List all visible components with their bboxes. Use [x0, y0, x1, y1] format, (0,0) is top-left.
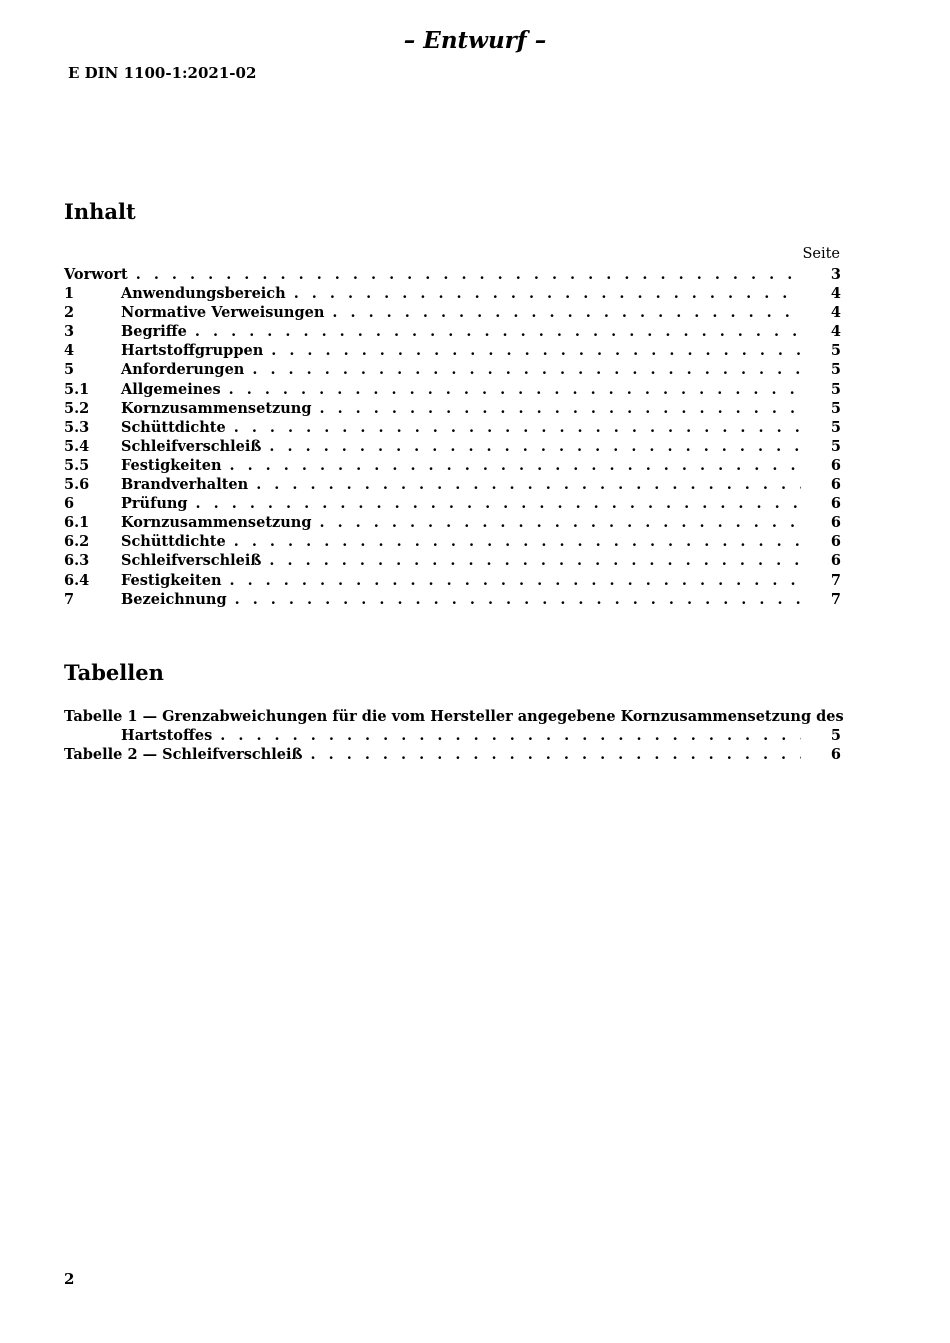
leader-dots [294, 284, 801, 303]
table-of-contents [64, 265, 841, 609]
toc-entry-title: Schüttdichte [121, 533, 226, 551]
toc-entry-page: 3 [830, 266, 841, 283]
toc-entry[interactable] [64, 418, 841, 437]
leader-dots [271, 341, 801, 360]
document-id: E DIN 1100-1:2021-02 [68, 64, 257, 82]
toc-entry-page: 6 [830, 456, 841, 474]
table-entry-title: Tabelle 2 — Schleifverschleiß [64, 746, 303, 764]
leader-dots [234, 532, 801, 551]
leader-dots [252, 360, 801, 379]
leader-dots [269, 551, 801, 570]
toc-entry-number: 1 [64, 285, 75, 303]
toc-entry-page: 5 [830, 399, 841, 417]
leader-dots [269, 437, 801, 456]
draft-label: – Entwurf – [403, 27, 547, 54]
toc-entry[interactable] [64, 437, 841, 456]
toc-entry-number: 6.2 [64, 533, 90, 551]
toc-entry-title: Festigkeiten [121, 571, 222, 589]
toc-entry-title: Hartstoffgruppen [121, 342, 264, 360]
toc-entry-number: 5 [64, 361, 75, 379]
toc-entry[interactable] [64, 341, 841, 360]
leader-dots [235, 590, 801, 609]
toc-entry-number: 5.5 [64, 456, 90, 474]
toc-entry-number: 7 [64, 590, 75, 608]
toc-entry-number: 5.6 [64, 476, 90, 494]
toc-entry-title: Kornzusammensetzung [121, 399, 312, 417]
toc-entry-page: 4 [830, 304, 841, 322]
toc-entry-page: 6 [830, 476, 841, 494]
toc-entry-title: Anforderungen [121, 361, 245, 379]
leader-dots [311, 745, 801, 764]
toc-entry-number: 5.4 [64, 437, 90, 455]
table-entry-title: Tabelle 1 — Grenzabweichungen für die vom Hersteller angegebene Kornzusammensetzung des [64, 708, 844, 725]
toc-entry-page: 4 [830, 323, 841, 341]
toc-entry-title: Anwendungsbereich [121, 285, 286, 303]
toc-entry[interactable] [64, 399, 841, 418]
toc-entry-page: 6 [830, 533, 841, 551]
table-entry-title-cont: Hartstoffes [121, 727, 213, 745]
contents-heading: Inhalt [64, 199, 136, 224]
leader-dots [229, 380, 801, 399]
toc-entry-number: 5.3 [64, 418, 90, 436]
toc-entry-title: Vorwort [64, 266, 128, 283]
leader-dots [220, 726, 801, 745]
toc-entry[interactable] [64, 322, 841, 341]
tables-heading: Tabellen [64, 660, 164, 685]
toc-entry-title: Brandverhalten [121, 476, 249, 494]
list-of-tables [64, 707, 844, 764]
toc-entry-page: 5 [830, 342, 841, 360]
toc-entry[interactable] [64, 513, 841, 532]
toc-entry-page: 7 [830, 590, 841, 608]
toc-entry-title: Schleifverschleiß [121, 437, 262, 455]
toc-entry-number: 2 [64, 304, 75, 322]
table-entry-continuation [64, 726, 841, 745]
leader-dots [229, 571, 800, 590]
toc-entry[interactable] [64, 532, 841, 551]
toc-entry-title: Festigkeiten [121, 456, 222, 474]
leader-dots [234, 418, 801, 437]
leader-dots [319, 399, 800, 418]
table-entry-2[interactable] [64, 745, 841, 764]
toc-entry-number: 5.2 [64, 399, 90, 417]
table-entry-page: 6 [830, 746, 841, 764]
toc-entry[interactable] [64, 360, 841, 379]
leader-dots [229, 456, 800, 475]
table-entry-1[interactable] [64, 707, 844, 745]
toc-entry-number: 5.1 [64, 380, 90, 398]
toc-entry-title: Schüttdichte [121, 418, 226, 436]
toc-entry-title: Allgemeines [121, 380, 221, 398]
toc-entry-page: 5 [830, 437, 841, 455]
toc-entry-title: Schleifverschleiß [121, 552, 262, 570]
toc-entry[interactable] [64, 380, 841, 399]
leader-dots [332, 303, 801, 322]
toc-entry[interactable] [64, 303, 841, 322]
toc-entry[interactable] [64, 475, 841, 494]
toc-entry-number: 6 [64, 495, 75, 513]
toc-entry-title: Normative Verweisungen [121, 304, 325, 322]
toc-entry[interactable] [64, 494, 841, 513]
toc-entry-title: Begriffe [121, 323, 187, 341]
toc-entry-page: 5 [830, 418, 841, 436]
toc-entry-vorwort[interactable] [64, 265, 841, 284]
toc-entry[interactable] [64, 551, 841, 570]
toc-entry[interactable] [64, 284, 841, 303]
page-number: 2 [64, 1270, 75, 1288]
toc-entry-page: 6 [830, 514, 841, 532]
toc-entry-number: 6.3 [64, 552, 90, 570]
toc-entry-page: 6 [830, 495, 841, 513]
toc-entry-number: 3 [64, 323, 75, 341]
toc-entry-page: 5 [830, 380, 841, 398]
toc-entry-title: Kornzusammensetzung [121, 514, 312, 532]
toc-entry[interactable] [64, 571, 841, 590]
leader-dots [136, 265, 801, 284]
page-column-label: Seite [802, 246, 840, 262]
toc-entry-title: Bezeichnung [121, 590, 227, 608]
table-entry-page: 5 [830, 727, 841, 745]
toc-entry-page: 6 [830, 552, 841, 570]
leader-dots [256, 475, 801, 494]
toc-entry-number: 6.4 [64, 571, 90, 589]
toc-entry-title: Prüfung [121, 495, 188, 513]
toc-entry-number: 4 [64, 342, 75, 360]
toc-entry-page: 5 [830, 361, 841, 379]
leader-dots [195, 322, 801, 341]
toc-entry-page: 7 [830, 571, 841, 589]
leader-dots [319, 513, 800, 532]
toc-entry[interactable] [64, 590, 841, 609]
toc-entry[interactable] [64, 456, 841, 475]
leader-dots [196, 494, 801, 513]
toc-entry-number: 6.1 [64, 514, 90, 532]
toc-entry-page: 4 [830, 285, 841, 303]
